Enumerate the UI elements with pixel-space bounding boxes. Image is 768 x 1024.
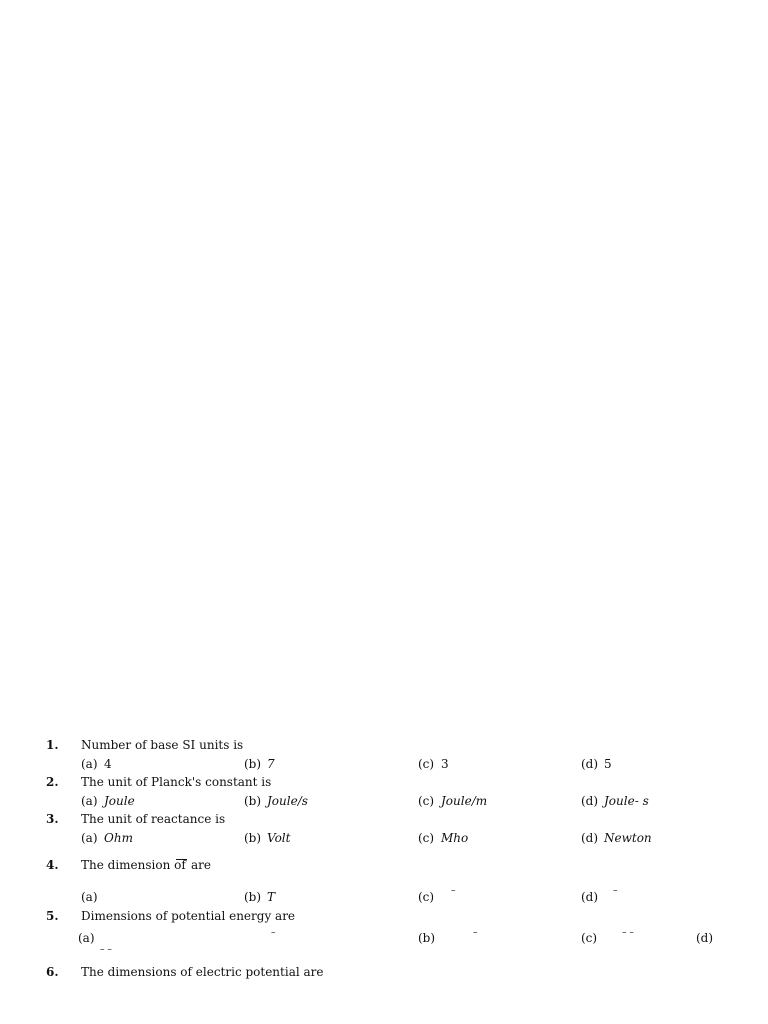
- option-value: Mho: [441, 831, 469, 845]
- option-label: (a): [78, 931, 95, 945]
- option-label: (b): [244, 757, 262, 771]
- question-text: Number of base SI units is: [81, 738, 244, 752]
- option-label: (b): [244, 831, 262, 845]
- exponent-mark: –: [271, 928, 276, 938]
- question-text: The unit of Planck's constant is: [81, 775, 272, 789]
- exponent-mark: – –: [622, 928, 634, 938]
- question-text: are: [191, 858, 211, 872]
- question-number: 1.: [46, 738, 59, 752]
- exponent-mark: –: [473, 928, 478, 938]
- question-number: 3.: [46, 812, 59, 826]
- exponent-mark: –: [451, 886, 456, 896]
- option-value: Ohm: [104, 831, 133, 845]
- question-text: The dimension of: [81, 858, 186, 872]
- option-label: (a): [81, 890, 98, 904]
- option-label: (d): [581, 794, 599, 808]
- exponent-mark: – –: [100, 945, 112, 955]
- option-label: (b): [244, 794, 262, 808]
- option-value: 5: [604, 757, 612, 771]
- option-value: Joule: [104, 794, 135, 808]
- option-value: Joule/m: [441, 794, 488, 808]
- option-label: (a): [81, 757, 98, 771]
- option-value: Joule/s: [267, 794, 308, 808]
- option-label: (b): [244, 890, 262, 904]
- option-value: Joule- s: [604, 794, 649, 808]
- option-label: (d): [581, 890, 599, 904]
- question-text: Dimensions of potential energy are: [81, 909, 296, 923]
- question-text: The unit of reactance is: [81, 812, 226, 826]
- exponent-mark: –: [613, 886, 618, 896]
- option-label: (a): [81, 794, 98, 808]
- option-label: (a): [81, 831, 98, 845]
- question-text: The dimensions of electric potential are: [81, 965, 324, 979]
- option-value: 3: [441, 757, 449, 771]
- option-label: (b): [418, 931, 436, 945]
- option-label: (d): [696, 931, 714, 945]
- option-label: (c): [581, 931, 598, 945]
- option-value: Newton: [604, 831, 652, 845]
- option-label: (d): [581, 831, 599, 845]
- option-label: (c): [418, 890, 435, 904]
- option-label: (c): [418, 757, 435, 771]
- option-value: 4: [104, 757, 112, 771]
- option-label: (c): [418, 831, 435, 845]
- question-number: 5.: [46, 909, 59, 923]
- option-value: T: [267, 890, 276, 904]
- option-label: (d): [581, 757, 599, 771]
- option-label: (c): [418, 794, 435, 808]
- option-value: 7: [267, 757, 275, 771]
- option-value: Volt: [267, 831, 291, 845]
- question-number: 2.: [46, 775, 59, 789]
- question-number: 6.: [46, 965, 59, 979]
- question-number: 4.: [46, 858, 59, 872]
- fraction-bar: [176, 853, 187, 860]
